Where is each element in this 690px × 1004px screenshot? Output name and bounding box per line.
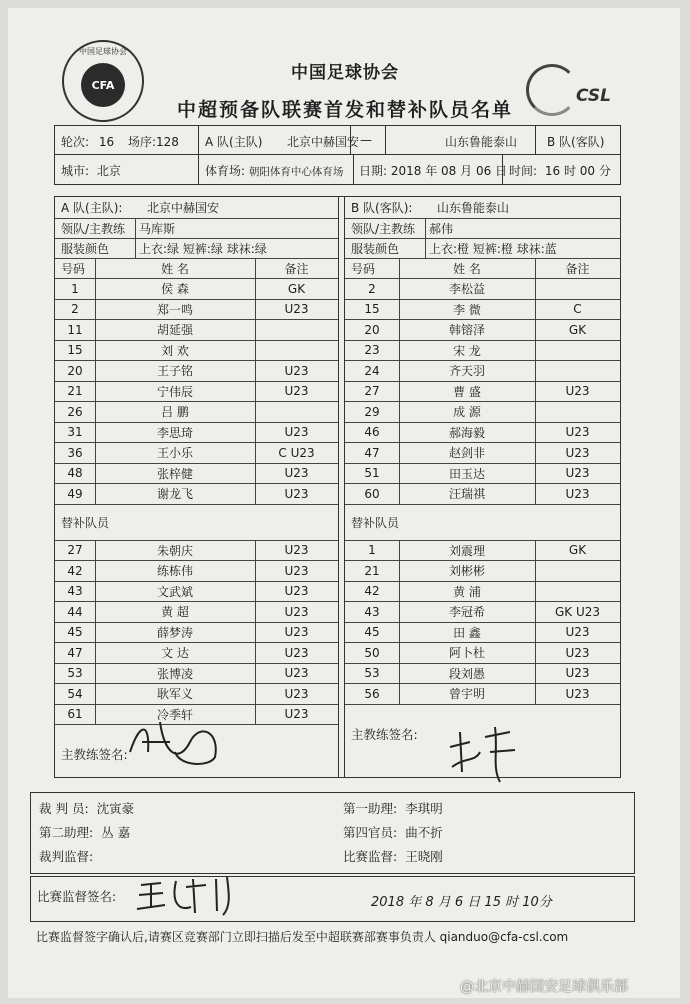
player-name: 曹 盛 (453, 384, 481, 399)
table-row (345, 382, 620, 403)
player-note (255, 402, 338, 422)
player-name: 田 鑫 (453, 625, 481, 640)
match-info-table (54, 125, 621, 185)
player-note (255, 320, 338, 340)
player-name: 赵剑非 (448, 446, 485, 461)
time-field (509, 162, 611, 179)
table-row (55, 623, 338, 644)
player-note (535, 361, 620, 381)
player-note: U23 (284, 666, 309, 681)
match-commissioner-value: 王晓刚 (405, 849, 443, 864)
player-name: 韩镕泽 (448, 323, 485, 338)
player-note: U23 (284, 625, 309, 640)
team_a-column-header-row (55, 259, 338, 279)
player-name: 宋 龙 (453, 343, 481, 358)
team_a-coach-row (55, 219, 338, 239)
match-no-value: 128 (156, 135, 179, 149)
fourth-official-field (343, 823, 443, 841)
player-name: 刘彬彬 (448, 564, 485, 579)
player-number: 44 (67, 604, 83, 619)
ar1-value: 李琪明 (405, 801, 443, 816)
player-name: 薛梦涛 (156, 625, 193, 640)
player-name: 郑一鸣 (156, 302, 193, 317)
round-value: 16 (98, 135, 115, 149)
player-name: 段刘愚 (448, 666, 485, 681)
table-row (345, 361, 620, 382)
table-row (345, 582, 620, 603)
referee-label: 裁 判 员: (39, 801, 89, 816)
officials-table (30, 792, 635, 874)
player-number: 49 (67, 486, 83, 501)
player-name: 文武斌 (156, 584, 193, 599)
table-row (55, 602, 338, 623)
player-name: 刘震理 (448, 543, 485, 558)
team_a-subs-header-row (55, 505, 338, 541)
player-number: 43 (67, 584, 83, 599)
player-number: 53 (364, 666, 380, 681)
team_a-col-note: 备注 (284, 262, 309, 276)
table-row (345, 300, 620, 321)
ar1-label: 第一助理: (343, 801, 398, 816)
stadium-field (205, 162, 343, 179)
divider (425, 239, 426, 258)
time-value: 16 时 00 分 (544, 164, 611, 178)
team_a-coach-name: 马库斯 (139, 222, 176, 236)
player-name: 李松益 (448, 282, 485, 297)
player-number: 42 (67, 563, 83, 578)
player-number: 45 (364, 625, 380, 640)
center-divider (338, 197, 345, 777)
commissioner-sign-label: 比赛监督签名: (37, 889, 117, 904)
table-row (55, 464, 338, 485)
cfa-logo-text: CFA (81, 63, 125, 107)
team_b-coach-sign-label: 主教练签名: (351, 726, 418, 742)
player-name: 李冠希 (448, 605, 485, 620)
team_b-team-name-row (345, 197, 620, 219)
team_b-col-no: 号码 (351, 262, 376, 276)
player-note: U23 (565, 486, 590, 501)
player-name: 胡延强 (156, 323, 193, 338)
player-number: 56 (364, 686, 380, 701)
player-note: U23 (565, 625, 590, 640)
table-row (345, 684, 620, 705)
cfa-logo-ring-text: 中国足球协会 (79, 47, 127, 56)
player-note (535, 279, 620, 299)
table-row (55, 361, 338, 382)
player-number: 21 (364, 563, 380, 578)
commissioner-signature (131, 873, 251, 919)
player-note: U23 (284, 302, 309, 317)
divider (198, 126, 199, 155)
player-number: 1 (71, 281, 79, 296)
player-note: U23 (565, 466, 590, 481)
fourth-official-label: 第四官员: (343, 825, 398, 840)
csl-logo-text: CSL (576, 86, 611, 106)
player-name: 耿军义 (156, 687, 193, 702)
table-row (55, 484, 338, 505)
divider (353, 155, 354, 184)
player-number: 29 (364, 404, 380, 419)
player-note: U23 (565, 686, 590, 701)
player-note: U23 (565, 445, 590, 460)
signed-datetime: 2018 年 8 月 6 日 15 时 10分 (371, 895, 552, 910)
team_b-subs-label: 替补队员 (351, 515, 400, 530)
player-number: 23 (364, 343, 380, 358)
referee-field (39, 799, 134, 817)
table-row (345, 664, 620, 685)
team-b-label: B 队(客队) (547, 135, 605, 149)
player-number: 2 (368, 281, 376, 296)
player-number: 48 (67, 466, 83, 481)
city-label: 城市: (61, 164, 90, 178)
player-note: U23 (284, 384, 309, 399)
player-number: 21 (67, 384, 83, 399)
team_a-team-name-row (55, 197, 338, 219)
player-name: 齐天羽 (448, 364, 485, 379)
player-number: 26 (67, 404, 83, 419)
player-number: 27 (364, 384, 380, 399)
divider (135, 219, 136, 238)
team_b-coach-row (345, 219, 620, 239)
player-note: U23 (565, 384, 590, 399)
footer-note: 比赛监督签字确认后,请赛区竞赛部门立即扫描后发至中超联赛部赛事负责人 qianduo@cfa-csl.com (36, 930, 569, 944)
player-name: 宁伟辰 (156, 384, 193, 399)
team-sheet-table (54, 196, 621, 778)
team-b-section (345, 197, 620, 777)
player-name: 吕 鹏 (161, 405, 189, 420)
divider (198, 155, 199, 184)
table-row (345, 623, 620, 644)
team-a-name: 北京中赫国安 (287, 135, 360, 149)
player-number: 20 (67, 363, 83, 378)
table-row (55, 341, 338, 362)
player-note: U23 (284, 363, 309, 378)
player-note (535, 341, 620, 361)
date-label: 日期: (359, 164, 388, 178)
player-number: 2 (71, 302, 79, 317)
divider (425, 219, 426, 238)
match-commissioner-field (343, 847, 443, 865)
table-row (55, 561, 338, 582)
time-label: 时间: (509, 164, 538, 178)
team_b-coach-name: 郝伟 (429, 222, 454, 236)
player-note (535, 402, 620, 422)
player-note: U23 (284, 604, 309, 619)
table-row (55, 423, 338, 444)
player-note: U23 (284, 584, 309, 599)
player-note: U23 (284, 707, 309, 722)
table-row (55, 443, 338, 464)
player-note: U23 (284, 425, 309, 440)
player-name: 田玉达 (448, 466, 485, 481)
team_b-kit-row (345, 239, 620, 259)
player-note: U23 (284, 466, 309, 481)
player-name: 张博凌 (156, 666, 193, 681)
player-name: 文 达 (161, 646, 189, 661)
player-name: 侯 森 (161, 282, 189, 297)
player-number: 43 (364, 604, 380, 619)
team_b-team-label: B 队(客队): (351, 201, 413, 215)
player-note: GK (287, 281, 306, 296)
player-number: 15 (364, 302, 380, 317)
player-name: 曾宇明 (448, 687, 485, 702)
team-a-coach-signature (120, 712, 240, 772)
date-value: 2018 年 08 月 06 日 (390, 164, 508, 178)
table-row (55, 582, 338, 603)
team_b-team-name: 山东鲁能泰山 (437, 201, 510, 215)
table-row (345, 320, 620, 341)
player-name: 冷季轩 (156, 707, 193, 722)
team_a-subs-label: 替补队员 (61, 515, 110, 530)
table-row (345, 643, 620, 664)
referee-assessor-label: 裁判监督: (39, 849, 94, 864)
ar2-label: 第二助理: (39, 825, 94, 840)
player-note: GK (568, 322, 587, 337)
team_a-col-name: 姓 名 (161, 262, 189, 276)
weibo-watermark: @北京中赫国安足球俱乐部 (460, 979, 628, 995)
table-row (345, 484, 620, 505)
fourth-official-value: 曲不折 (405, 825, 443, 840)
document-title: 中超预备队联赛首发和替补队员名单 (176, 99, 513, 121)
team_b-col-note: 备注 (565, 262, 590, 276)
player-number: 60 (364, 486, 380, 501)
player-note: U23 (284, 563, 309, 578)
table-row (55, 541, 338, 562)
player-name: 刘 欢 (161, 343, 189, 358)
match-commissioner-label: 比赛监督: (343, 849, 398, 864)
player-note: U23 (284, 543, 309, 558)
player-name: 谢龙飞 (156, 487, 193, 502)
team_b-column-header-row (345, 259, 620, 279)
player-name: 李 微 (453, 302, 481, 317)
player-number: 46 (364, 425, 380, 440)
player-note (255, 341, 338, 361)
player-note: GK U23 (554, 604, 601, 619)
player-note: U23 (565, 425, 590, 440)
player-number: 51 (364, 466, 380, 481)
team_b-kit-label: 服装颜色 (351, 242, 400, 256)
player-number: 36 (67, 445, 83, 460)
referee-value: 沈寅豪 (96, 801, 135, 816)
table-row (55, 684, 338, 705)
table-row (345, 464, 620, 485)
team-a-label: A 队(主队) (205, 135, 263, 149)
divider (385, 126, 386, 155)
team_b-kit-colors: 上衣:橙 短裤:橙 球袜:蓝 (429, 242, 557, 256)
player-number: 24 (364, 363, 380, 378)
player-note (535, 561, 620, 581)
team_a-coach-label: 领队/主教练 (61, 222, 126, 236)
table-row (345, 443, 620, 464)
player-number: 31 (67, 425, 83, 440)
team_a-kit-colors: 上衣:绿 短裤:绿 球袜:绿 (139, 242, 267, 256)
table-row (345, 279, 620, 300)
table-row (55, 402, 338, 423)
table-row (345, 561, 620, 582)
date-field (359, 162, 507, 179)
team_a-kit-row (55, 239, 338, 259)
player-name: 阿卜杜 (448, 646, 485, 661)
player-note: U23 (565, 645, 590, 660)
table-row (345, 341, 620, 362)
team_a-kit-label: 服装颜色 (61, 242, 110, 256)
round-field (61, 133, 179, 150)
table-row (55, 320, 338, 341)
player-name: 王子铭 (156, 364, 193, 379)
city-field (61, 162, 121, 179)
team_a-coach-sign-label: 主教练签名: (61, 747, 128, 762)
player-number: 1 (368, 543, 376, 558)
player-note: C (573, 302, 582, 317)
player-note: U23 (565, 666, 590, 681)
player-number: 47 (67, 645, 83, 660)
team_a-team-name: 北京中赫国安 (147, 201, 220, 215)
player-name: 李思琦 (156, 425, 193, 440)
vs-dash: — (360, 133, 372, 147)
player-note: U23 (284, 645, 309, 660)
table-row (345, 602, 620, 623)
player-number: 42 (364, 584, 380, 599)
player-name: 王小乐 (156, 446, 193, 461)
divider (535, 126, 536, 155)
player-name: 张梓健 (156, 466, 193, 481)
table-row (55, 382, 338, 403)
player-number: 45 (67, 625, 83, 640)
ar2-value: 丛 嘉 (101, 825, 131, 840)
player-name: 成 源 (453, 405, 481, 420)
team_a-col-no: 号码 (61, 262, 86, 276)
player-note: C U23 (278, 445, 315, 460)
player-name: 黄 浦 (453, 584, 481, 599)
table-row (55, 300, 338, 321)
player-name: 郝海毅 (448, 425, 485, 440)
team_b-coach-label: 领队/主教练 (351, 222, 416, 236)
table-row (345, 423, 620, 444)
player-number: 15 (67, 343, 83, 358)
player-number: 11 (67, 322, 83, 337)
player-name: 黄 超 (161, 605, 189, 620)
stadium-label: 体育场: (205, 164, 246, 178)
org-title: 中国足球协会 (291, 63, 399, 83)
table-row (55, 279, 338, 300)
ar1-field (343, 799, 443, 817)
ar2-field (39, 823, 130, 841)
divider (135, 239, 136, 258)
round-label: 轮次: (61, 135, 90, 149)
stadium-value: 朝阳体育中心体育场 (248, 166, 344, 178)
player-number: 50 (364, 645, 380, 660)
team_b-col-name: 姓 名 (453, 262, 481, 276)
player-number: 20 (364, 322, 380, 337)
player-note: U23 (284, 686, 309, 701)
player-name: 朱朝庆 (156, 543, 193, 558)
table-row (345, 541, 620, 562)
referee-assessor-field (39, 847, 93, 865)
player-note: GK (568, 543, 587, 558)
player-note: U23 (284, 486, 309, 501)
player-note (535, 582, 620, 602)
player-number: 27 (67, 543, 83, 558)
player-number: 61 (67, 707, 83, 722)
commissioner-signature-box (30, 876, 635, 922)
team-b-coach-signature (440, 722, 530, 792)
player-name: 汪瑞祺 (448, 487, 485, 502)
city-value: 北京 (96, 164, 121, 178)
player-number: 53 (67, 666, 83, 681)
player-number: 54 (67, 686, 83, 701)
team_a-team-label: A 队(主队): (61, 201, 123, 215)
player-name: 练栋伟 (156, 564, 193, 579)
team_b-subs-header-row (345, 505, 620, 541)
table-row (55, 643, 338, 664)
table-row (345, 402, 620, 423)
team-a-section (55, 197, 338, 777)
player-number: 47 (364, 445, 380, 460)
team-b-name: 山东鲁能泰山 (445, 135, 518, 149)
match-no-label: 场序: (127, 135, 157, 149)
table-row (55, 664, 338, 685)
